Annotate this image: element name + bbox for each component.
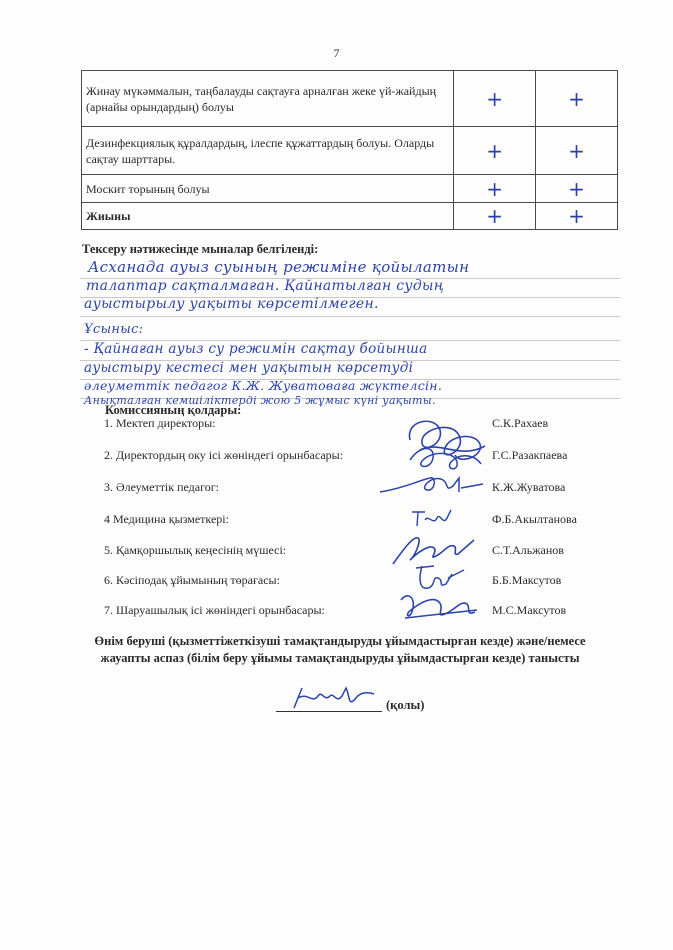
signature-medical-scribble: [407, 506, 457, 530]
signature-social-pedagogue-scribble: [375, 470, 485, 500]
table-row-total: [82, 203, 618, 230]
signer-name: С.К.Рахаев: [492, 416, 549, 430]
handwritten-line: ауыстыру кестесі мен уақытын көрсетуді: [84, 360, 414, 376]
signer-name: Б.Б.Максутов: [492, 573, 562, 587]
handwritten-line: ауыстырылу уақыты көрсетілмеген.: [84, 296, 379, 312]
signer-name: К.Ж.Жуватова: [492, 480, 566, 494]
signer-role: 1. Мектеп директоры:: [104, 416, 216, 430]
handwritten-line: - Қайнаған ауыз су режимін сақтау бойынша: [84, 341, 428, 357]
signature-row: [104, 543, 604, 563]
mark-cell: +: [454, 127, 536, 175]
mark-cell: +: [536, 203, 618, 230]
signer-role: 5. Қамқоршылық кеңесінің мүшесі:: [104, 543, 287, 557]
producer-signature-line: [276, 711, 382, 712]
handwritten-line: Асханада ауыз суының режиміне қойылатын: [88, 258, 470, 276]
total-label-cell: Жиыны: [82, 203, 454, 230]
table-row: [82, 127, 618, 175]
producer-signature-label: (қолы): [386, 698, 425, 712]
producer-statement: Өнім беруші (қызметтіжеткізуші тамақтандыруды ұйымдастырған кезде) және/немесе жауапты аспаз (білім беру ұйымы тамақтандыруды ұйымдастырған кезде) танысты: [94, 634, 586, 665]
signature-row: [104, 480, 604, 500]
signature-row: [104, 416, 604, 436]
table-row: [82, 71, 618, 127]
mark-cell: +: [536, 71, 618, 127]
findings-title: Тексеру нәтижесінде мыналар белгіленді:: [82, 242, 319, 256]
page-number: 7: [333, 46, 340, 60]
signature-row: [104, 573, 604, 593]
criterion-cell: Дезинфекциялық құралдардың, ілеспе құжаттардың болуы. Оларды сақтау шарттары.: [82, 127, 454, 175]
mark-cell: +: [536, 175, 618, 203]
signature-row: [104, 603, 604, 623]
checklist-table: [81, 70, 618, 230]
handwritten-line: Анықталған кемшіліктерді жою 5 жұмыс күні уақыты.: [84, 394, 436, 407]
mark-cell: +: [454, 203, 536, 230]
signer-name: Ф.Б.Акылтанова: [492, 512, 577, 526]
signer-role: 7. Шаруашылық ісі жөніндегі орынбасары:: [104, 603, 325, 617]
signature-row: [104, 512, 604, 532]
handwritten-line: Ұсыныс:: [84, 322, 144, 337]
mark-cell: +: [454, 71, 536, 127]
handwritten-line: әлеуметтік педагог К.Ж. Жуватоваға жүктелсін.: [84, 378, 443, 393]
criterion-cell: Жинау мүкəммалын, таңбалауды сақтауға арналған жеке үй-жайдың (арнайы орындардың) болуы: [82, 71, 454, 127]
signer-role: 6. Кәсіподақ ұйымының төрағасы:: [104, 573, 280, 587]
signer-role: 4 Медицина қызметкері:: [104, 512, 229, 526]
mark-cell: +: [536, 127, 618, 175]
signature-row: [104, 448, 604, 468]
producer-signature-scribble: [288, 682, 378, 712]
table-row: [82, 175, 618, 203]
signer-name: М.С.Максутов: [492, 603, 567, 617]
signatures-title: Комиссияның қолдары:: [105, 403, 242, 417]
signer-role: 2. Директордың оку ісі жөніндегі орынбасары:: [104, 448, 344, 462]
ruled-line: [80, 316, 620, 317]
handwritten-line: талаптар сақталмаған. Қайнатылған судың: [86, 278, 444, 294]
signer-role: 3. Әлеуметтік педагог:: [104, 480, 219, 494]
signature-household-scribble: [395, 590, 480, 624]
signer-name: Г.С.Разакпаева: [492, 448, 568, 462]
mark-cell: +: [454, 175, 536, 203]
signer-name: С.Т.Альжанов: [492, 543, 564, 557]
criterion-cell: Москит торының болуы: [82, 175, 454, 203]
